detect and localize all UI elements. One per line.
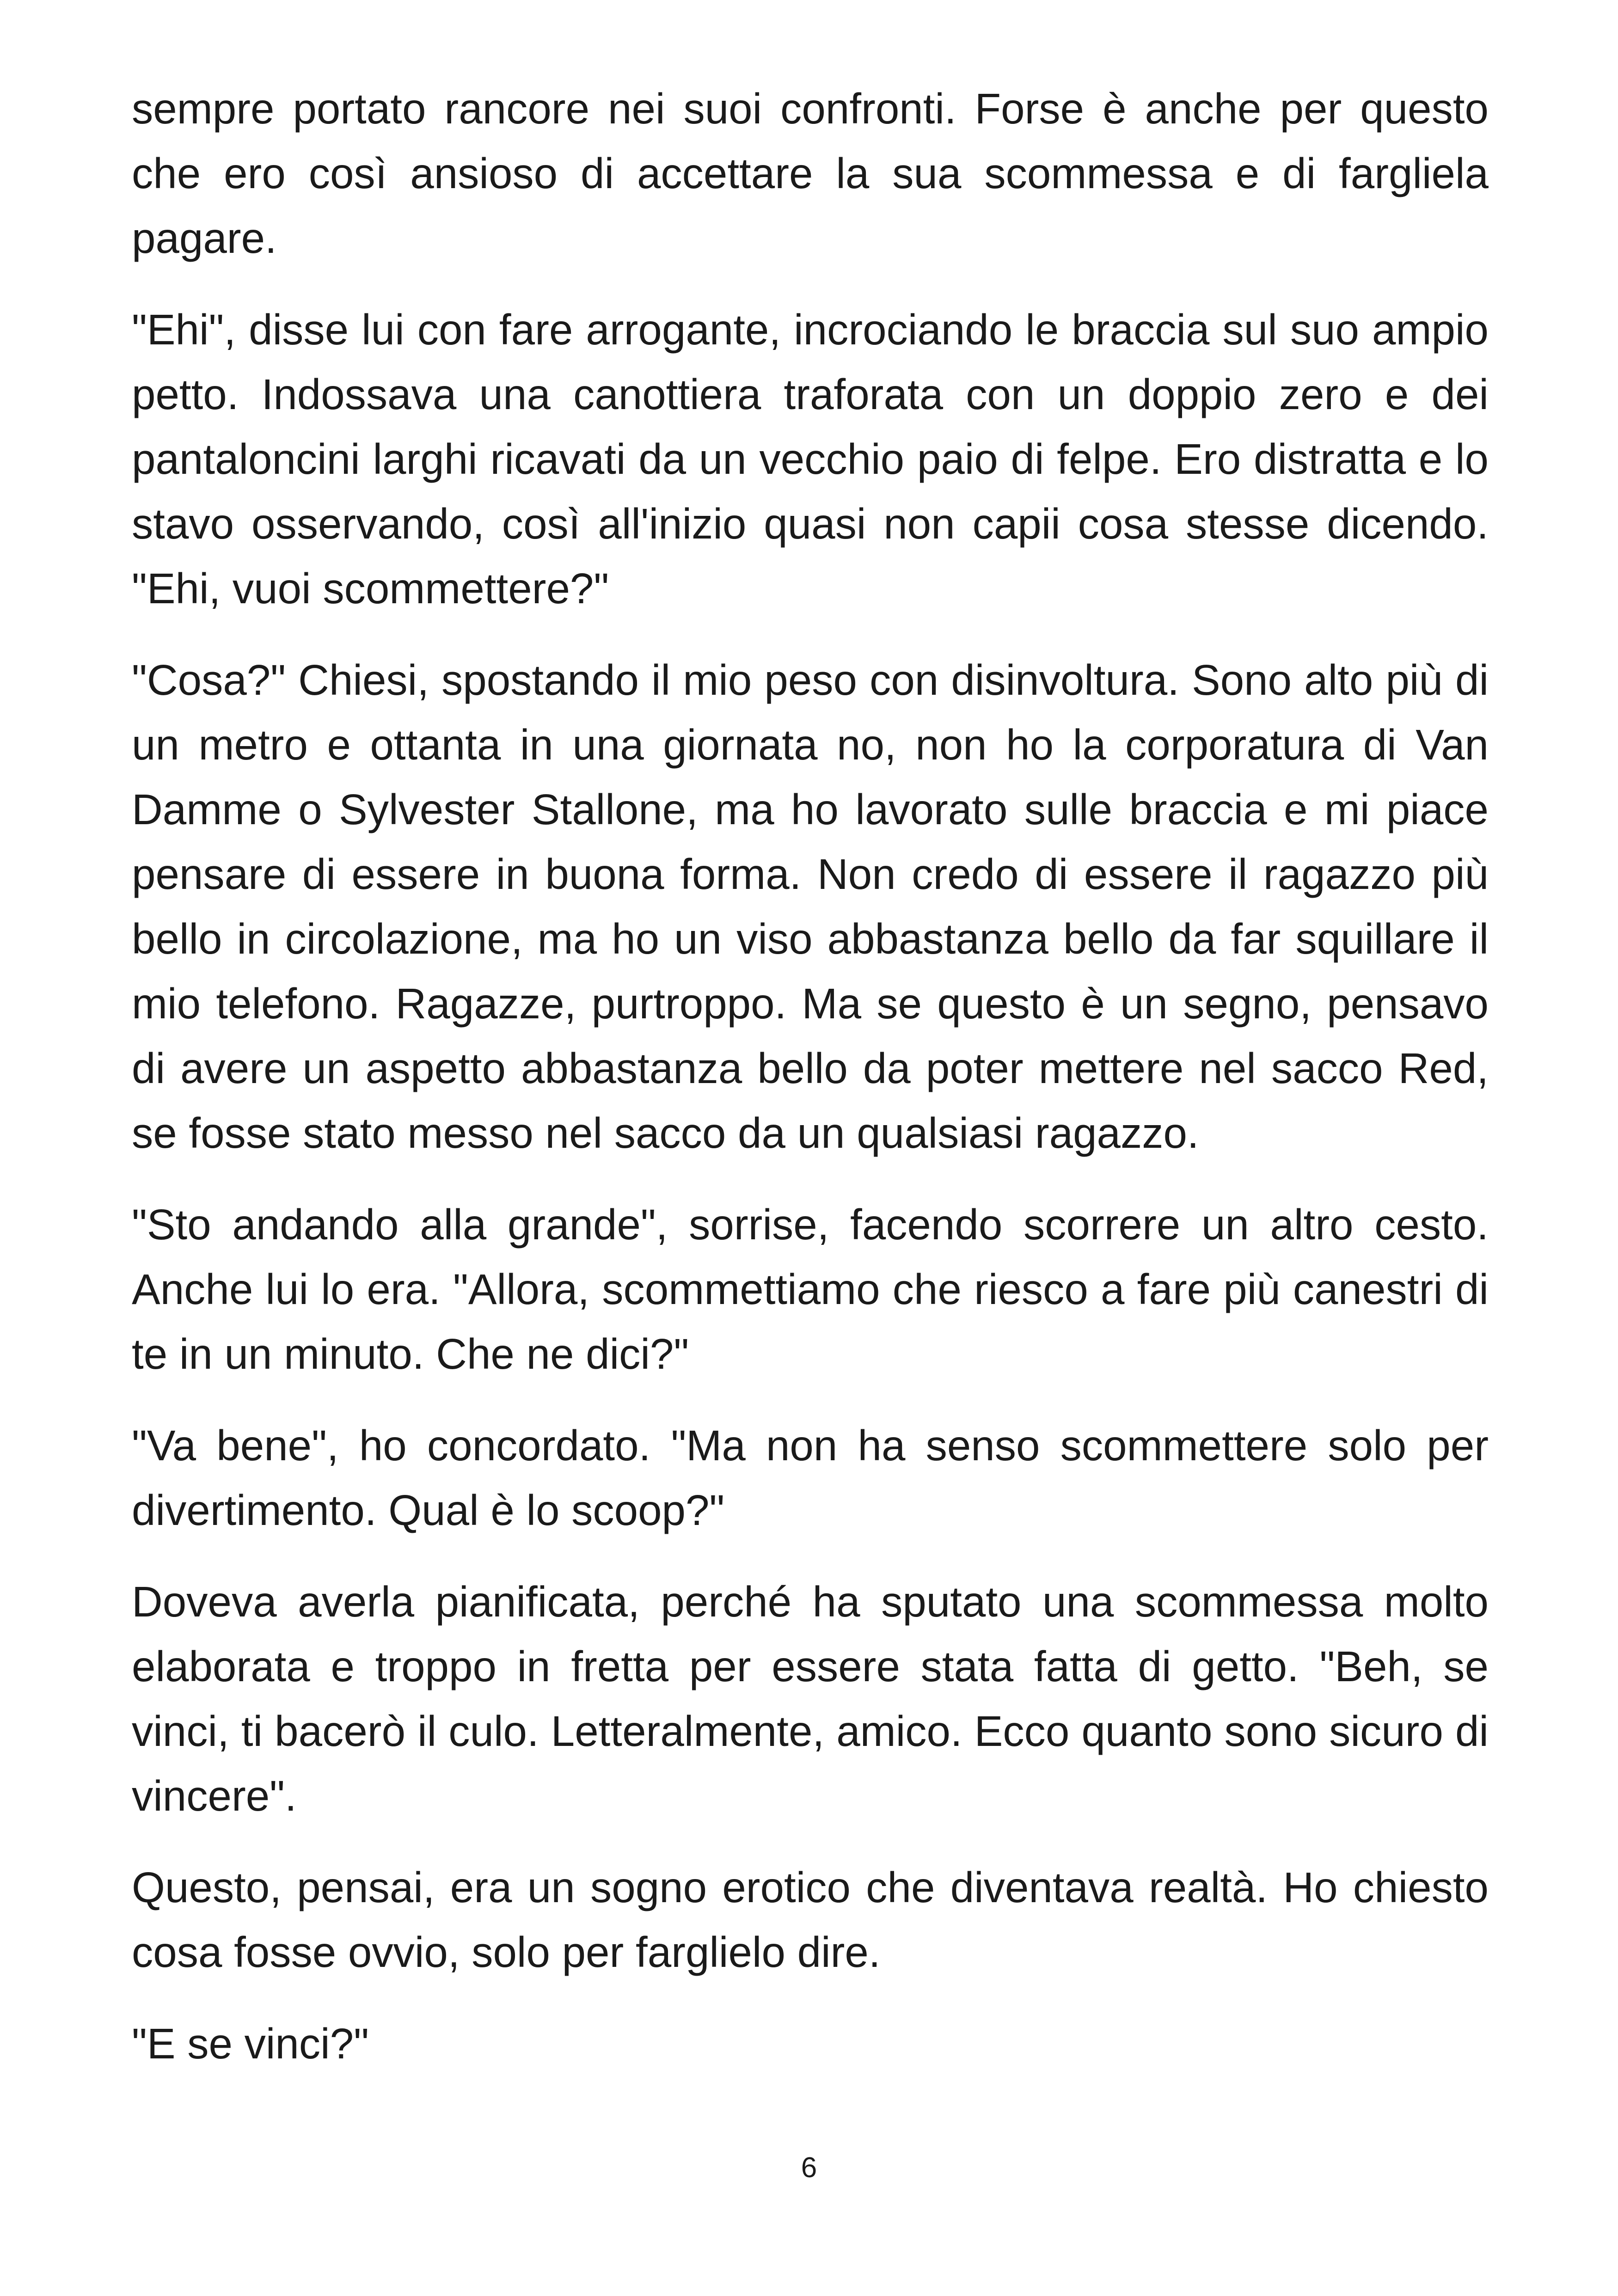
paragraph-4: "Sto andando alla grande", sorrise, facendo scorrere un altro cesto. Anche lui lo era. "Allora, scommettiamo che riesco a fare più canestri di te in un minuto. Che ne dici?" — [132, 1200, 1489, 1378]
paragraph-1: sempre portato rancore nei suoi confronti. Forse è anche per questo che ero così ansioso di accettare la sua scommessa e di fargliela pagare. — [132, 85, 1489, 262]
paragraph-3: "Cosa?" Chiesi, spostando il mio peso con disinvoltura. Sono alto più di un metro e ottanta in una giornata no, non ho la corporatura di Van Damme o Sylvester Stallone, ma ho lavorato sulle braccia e mi piace pensare di essere in buona forma. Non credo di essere il ragazzo più bello in circolazione, ma ho un viso abbastanza bello da far squillare il mio telefono. Ragazze, purtroppo. Ma se questo è un segno, pensavo di avere un aspetto abbastanza bello da poter mettere nel sacco Red, se fosse stato messo nel sacco da un qualsiasi ragazzo. — [132, 656, 1489, 1157]
paragraph-8: "E se vinci?" — [132, 2020, 369, 2068]
page-number: 6 — [801, 2152, 817, 2184]
paragraph-7: Questo, pensai, era un sogno erotico che diventava realtà. Ho chiesto cosa fosse ovvio, solo per farglielo dire. — [132, 1863, 1489, 1976]
paragraph-6: Doveva averla pianificata, perché ha sputato una scommessa molto elaborata e troppo in fretta per essere stata fatta di getto. "Beh, se vinci, ti bacerò il culo. Letteralmente, amico. Ecco quanto sono sicuro di vincere". — [132, 1578, 1489, 1820]
body-text — [132, 76, 1489, 2103]
paragraph-5: "Va bene", ho concordato. "Ma non ha senso scommettere solo per divertimento. Qual è lo scoop?" — [132, 1421, 1489, 1534]
paragraph-2: "Ehi", disse lui con fare arrogante, incrociando le braccia sul suo ampio petto. Indossava una canottiera traforata con un doppio zero e dei pantaloncini larghi ricavati da un vecchio paio di felpe. Ero distratta e lo stavo osservando, così all'inizio quasi non capii cosa stesse dicendo. "Ehi, vuoi scommettere?" — [132, 306, 1489, 612]
